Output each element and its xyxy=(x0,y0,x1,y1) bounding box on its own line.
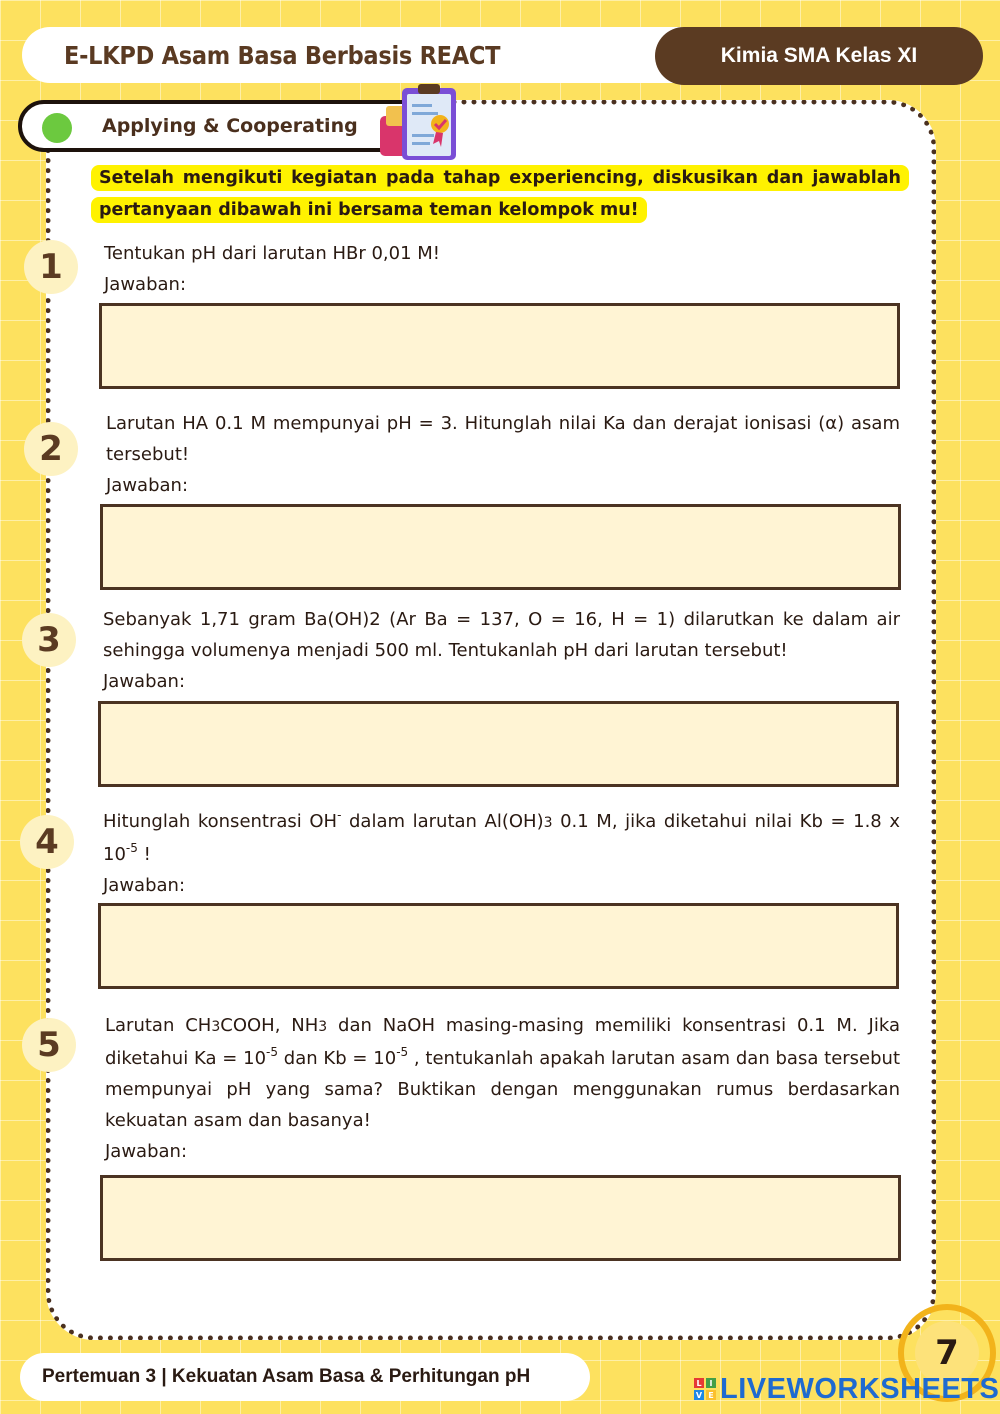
liveworksheets-logo-icon: L I V E xyxy=(694,1378,716,1400)
answer-box-2[interactable] xyxy=(100,504,901,590)
subject-badge: Kimia SMA Kelas XI xyxy=(655,27,983,85)
answer-label-4: Jawaban: xyxy=(103,875,186,896)
question-number-3: 3 xyxy=(22,613,76,667)
question-number-1: 1 xyxy=(24,240,78,294)
page-number: 7 xyxy=(915,1321,979,1385)
clipboard-checklist-icon xyxy=(378,82,466,162)
answer-label-1: Jawaban: xyxy=(104,274,187,295)
question-5-text: Larutan CH3COOH, NH3 dan NaOH masing-masing memiliki konsentrasi 0.1 M. Jika diketahui $Ka = 10^{-5}$ dan $Kb = 10^{-5}$ , tentukanlah apakah larutan asam dan basa tersebut mempunyai pH yang sama? Buktikan dengan menggunakan rumus berdasarkan kekuatan asam dan basanya! xyxy=(105,1015,901,1131)
question-3-text: Sebanyak 1,71 gram Ba(OH)2 (Ar Ba = 137, O = 16, H = 1) dilarutkan ke dalam air sehingga volumenya menjadi 500 ml. Tentukanlah pH dari larutan tersebut! xyxy=(103,609,900,661)
answer-box-5[interactable] xyxy=(100,1175,901,1261)
footer-meeting: Pertemuan 3 | Kekuatan Asam Basa & Perhitungan pH xyxy=(20,1353,590,1401)
green-dot-icon xyxy=(42,113,72,143)
instructions-text: Setelah mengikuti kegiatan pada tahap experiencing, diskusikan dan jawablah pertanyaan dibawah ini bersama teman kelompok mu! xyxy=(91,165,909,223)
question-2-text: Larutan HA 0.1 M mempunyai pH = 3. Hitunglah nilai Ka dan derajat ionisasi (α) asam tersebut! xyxy=(106,413,900,465)
question-number-2: 2 xyxy=(24,422,78,476)
header-title-pill xyxy=(22,27,722,83)
answer-label-5: Jawaban: xyxy=(105,1141,188,1162)
answer-box-3[interactable] xyxy=(98,701,899,787)
question-4 xyxy=(103,806,900,901)
answer-box-4[interactable] xyxy=(98,903,899,989)
liveworksheets-brand[interactable] xyxy=(694,1372,999,1406)
document-title: E-LKPD Asam Basa Berbasis REACT xyxy=(64,40,501,70)
brand-name: LIVEWORKSHEETS xyxy=(720,1372,1000,1405)
answer-box-1[interactable] xyxy=(99,303,900,389)
question-number-4: 4 xyxy=(20,815,74,869)
answer-label-2: Jawaban: xyxy=(106,475,189,496)
answer-label-3: Jawaban: xyxy=(103,671,186,692)
section-heading xyxy=(18,100,438,152)
question-number-5: 5 xyxy=(22,1018,76,1072)
section-title: Applying & Cooperating xyxy=(102,115,358,137)
question-5 xyxy=(105,1010,900,1167)
question-2 xyxy=(106,408,900,501)
question-1-text: Tentukan pH dari larutan HBr 0,01 M! xyxy=(104,243,441,264)
question-1 xyxy=(104,238,900,300)
question-3 xyxy=(103,604,900,697)
instructions xyxy=(91,162,909,226)
question-4-text: Hitunglah konsentrasi OH- dalam larutan Al(OH)3 0.1 M, jika diketahui nilai Kb = 1.8 x $10^{-5}$ ! xyxy=(103,808,900,865)
